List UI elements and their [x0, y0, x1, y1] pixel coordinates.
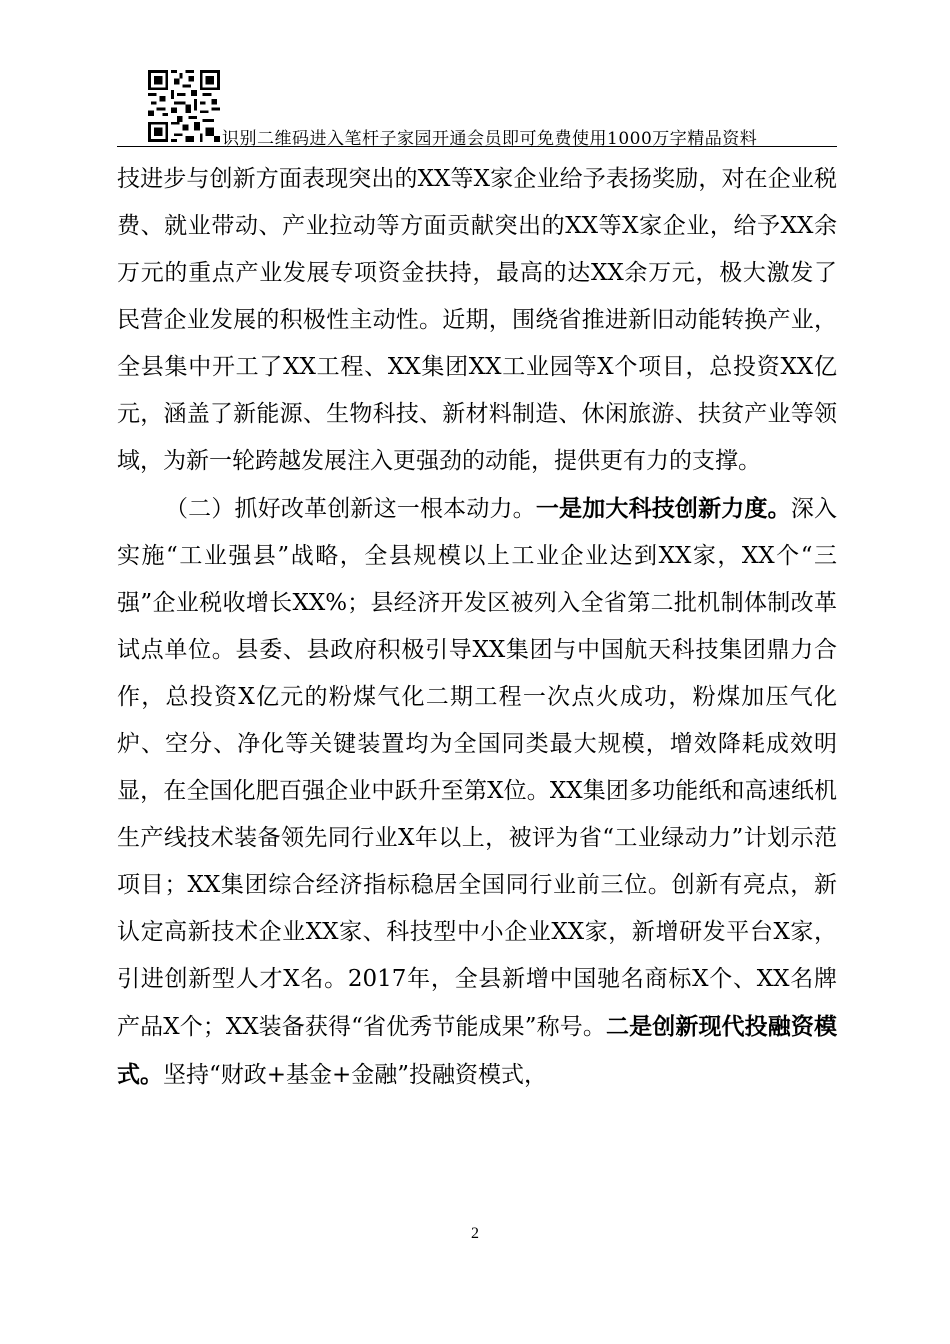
- paragraph-2-text-2: 坚持“财政+基金+金融”投融资模式，: [163, 1062, 548, 1088]
- header-banner-text: 识别二维码进入笔杆子家园开通会员即可免费使用1000万字精品资料: [222, 129, 758, 149]
- paragraph-1: 技进步与创新方面表现突出的XX等X家企业给予表扬奖励，对在企业税费、就业带动、产业拉动等方面贡献突出的XX等X家企业，给予XX余万元的重点产业发展专项资金扶持，最高的达XX余万元，极大激发了民营企业发展的积极性主动性。近期，围绕省推进新旧动能转换产业，全县集中开工了XX工程、XX集团XX工业园等X个项目，总投资XX亿元，涵盖了新能源、生物科技、新材料制造、休闲旅游、扶贫产业等领域，为新一轮跨越发展注入更强劲的动能，提供更有力的支撑。: [117, 166, 837, 474]
- page-number: 2: [471, 1225, 479, 1242]
- bold-subheading-1: 一是加大科技创新力度。: [535, 495, 791, 522]
- paragraph-2: [117, 485, 837, 1099]
- paragraph-2-text-1: 深入实施“工业强县”战略，全县规模以上工业企业达到XX家，XX个“三强”企业税收增长XX%；县经济开发区被列入全省第二批机制体制改革试点单位。县委、县政府积极引导XX集团与中国航天科技集团鼎力合作，总投资X亿元的粉煤气化二期工程一次点火成功，粉煤加压气化炉、空分、净化等关键装置均为全国同类最大规模，增效降耗成效明显，在全国化肥百强企业中跃升至第X位。XX集团多功能纸和高速纸机生产线技术装备领先同行业X年以上，被评为省“工业绿动力”计划示范项目；XX集团综合经济指标稳居全国同行业前三位。创新有亮点，新认定高新技术企业XX家、科技型中小企业XX家，新增研发平台X家，引进创新型人才X名。2017年，全县新增中国驰名商标X个、XX名牌产品X个；XX装备获得“省优秀节能成果”称号。: [117, 496, 838, 1040]
- qr-code-icon: [148, 70, 220, 142]
- header-divider: [117, 146, 837, 147]
- bold-subheading-2: 二是创新现代投融资模式。: [117, 1013, 838, 1088]
- document-body: [117, 156, 837, 1099]
- section-heading: （二）抓好改革创新这一根本动力。: [165, 496, 536, 522]
